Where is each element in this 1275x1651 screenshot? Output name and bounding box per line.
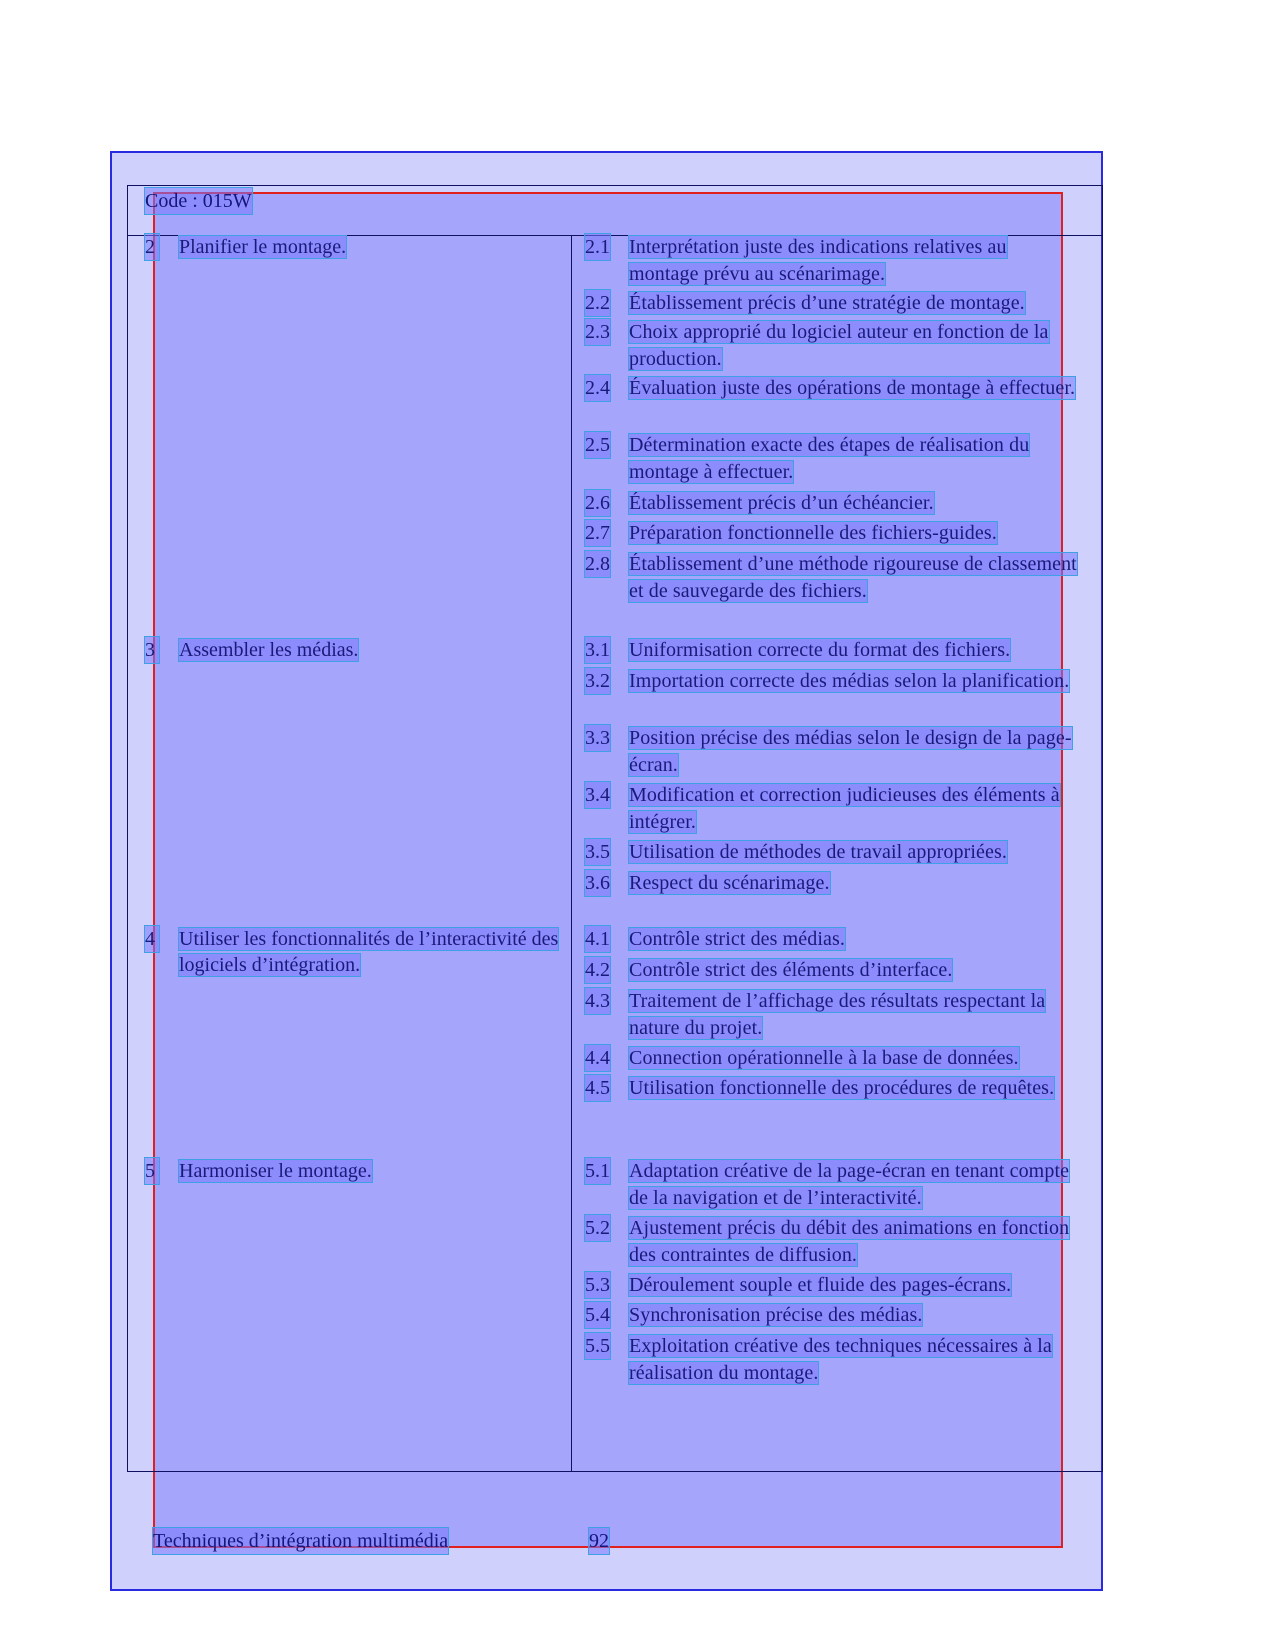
column-divider xyxy=(571,236,572,1471)
element-number: 2 xyxy=(145,234,159,260)
element-number: 4 xyxy=(145,926,159,952)
footer-page-number: 92 xyxy=(589,1530,609,1552)
footer-title: Techniques d’intégration multimédia xyxy=(153,1530,449,1552)
element-label: Harmoniser le montage. xyxy=(179,1160,372,1182)
element-number: 3 xyxy=(145,637,159,663)
element-label: Utiliser les fonctionnalités de l’interactivité des logiciels d’intégration. xyxy=(179,928,559,976)
element-label: Assembler les médias. xyxy=(179,639,359,661)
code-label: Code : 015W xyxy=(145,190,252,212)
element-number: 5 xyxy=(145,1158,159,1184)
element-label: Planifier le montage. xyxy=(179,236,347,258)
